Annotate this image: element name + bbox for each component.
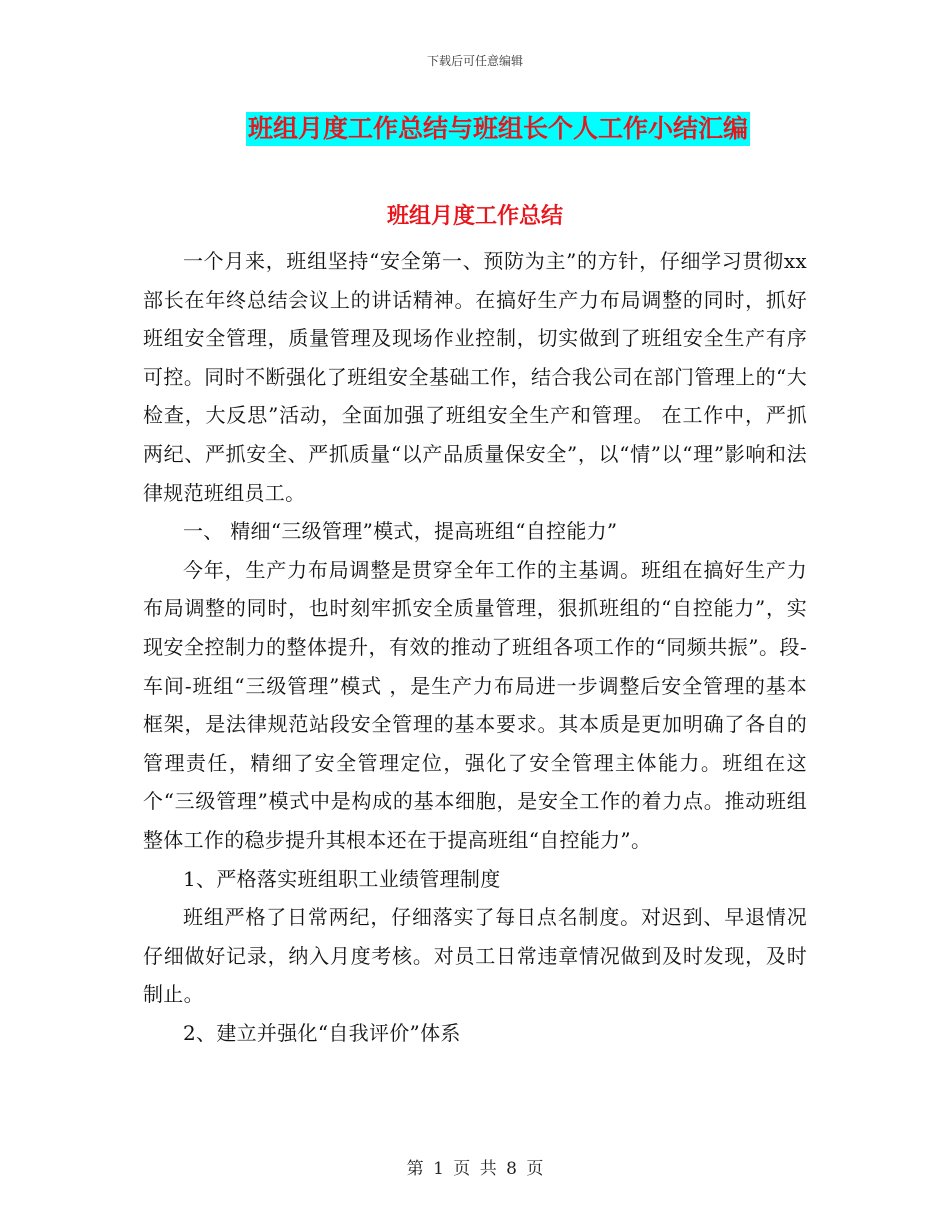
- page-footer: 第 1 页 共 8 页: [406, 1159, 544, 1179]
- paragraph-intro: 一个月来，班组坚持“安全第一、预防为主”的方针，仔细学习贯彻xx部长在年终总结会议上的讲话精神。在搞好生产力布局调整的同时，抓好班组安全管理，质量管理及现场作业控制，切实做到了班组安全生产有序可控。同时不断强化了班组安全基础工作，结合我公司在部门管理上的“大检查，大反思”活动，全面加强了班组安全生产和管理。 在工作中，严抓两纪、严抓安全、严抓质量“以产品质量保安全”，以“情”以“理”影响和法律规范班组员工。: [143, 249, 807, 505]
- document-title: 班组月度工作总结与班组长个人工作小结汇编: [246, 112, 750, 146]
- paragraph-item-one: 班组严格了日常两纪，仔细落实了每日点名制度。对迟到、早退情况仔细做好记录，纳入月度考核。对员工日常违章情况做到及时发现，及时制止。: [143, 905, 807, 1007]
- section-title: 班组月度工作总结: [386, 204, 563, 229]
- paragraph-part-one: 今年，生产力布局调整是贯穿全年工作的主基调。班组在搞好生产力布局调整的同时，也时刻牢抓安全质量管理，狠抓班组的“自控能力”，实现安全控制力的整体提升，有效的推动了班组各项工作的“同频共振”。段-车间-班组“三级管理”模式 ，是生产力布局进一步调整后安全管理的基本框架，是法律规范站段安全管理的基本要求。其本质是更加明确了各自的管理责任，精细了安全管理定位，强化了安全管理主体能力。班组在这个“三级管理”模式中是构成的基本细胞，是安全工作的着力点。推动班组整体工作的稳步提升其根本还在于提高班组“自控能力”。: [143, 557, 807, 852]
- document-body: [143, 242, 807, 1052]
- document-title-container: [0, 112, 950, 146]
- heading-part-one: 一、 精细“三级管理”模式，提高班组“自控能力”: [183, 519, 618, 544]
- header-note: 下载后可任意编辑: [426, 54, 523, 68]
- heading-item-two: 2、建立并强化“自我评价”体系: [183, 1020, 461, 1045]
- heading-item-one: 1、严格落实班组职工业绩管理制度: [183, 866, 501, 891]
